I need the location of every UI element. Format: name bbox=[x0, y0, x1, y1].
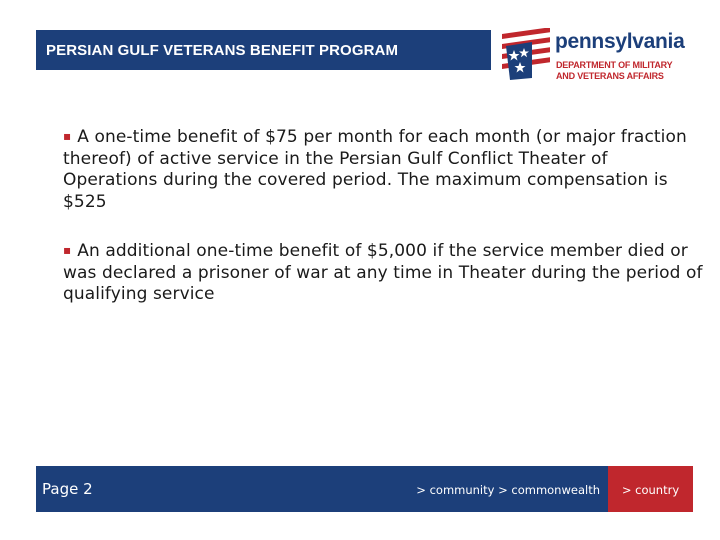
logo-department bbox=[556, 60, 672, 82]
footer-country: > country bbox=[608, 466, 693, 512]
bullet-text: A one-time benefit of $75 per month for each month (or major fraction thereof) of active service in the Persian Gulf Conflict Theater of Operations during the covered period. The maximum compensation is $525 bbox=[63, 127, 687, 212]
footer-tagline: > community > commonwealth bbox=[416, 483, 600, 497]
bullet-list bbox=[63, 126, 703, 333]
bullet-item bbox=[63, 240, 703, 306]
page-number: Page 2 bbox=[42, 480, 93, 498]
footer-main bbox=[36, 466, 608, 512]
flag-stars-stripes-icon bbox=[502, 28, 552, 82]
pa-dmva-logo bbox=[502, 26, 692, 86]
bullet-item bbox=[63, 126, 703, 213]
bullet-square-icon: ▪ bbox=[63, 243, 72, 257]
slide-title: PERSIAN GULF VETERANS BENEFIT PROGRAM bbox=[36, 30, 491, 70]
logo-wordmark: pennsylvania bbox=[555, 30, 685, 53]
bullet-square-icon: ▪ bbox=[63, 129, 72, 143]
bullet-text: An additional one-time benefit of $5,000 if the service member died or was declared a prisoner of war at any time in Theater during the period of qualifying service bbox=[63, 241, 703, 304]
footer-bar bbox=[36, 466, 693, 512]
logo-dept-line-1: DEPARTMENT OF MILITARY bbox=[556, 60, 673, 70]
logo-dept-line-2: AND VETERANS AFFAIRS bbox=[556, 71, 664, 81]
